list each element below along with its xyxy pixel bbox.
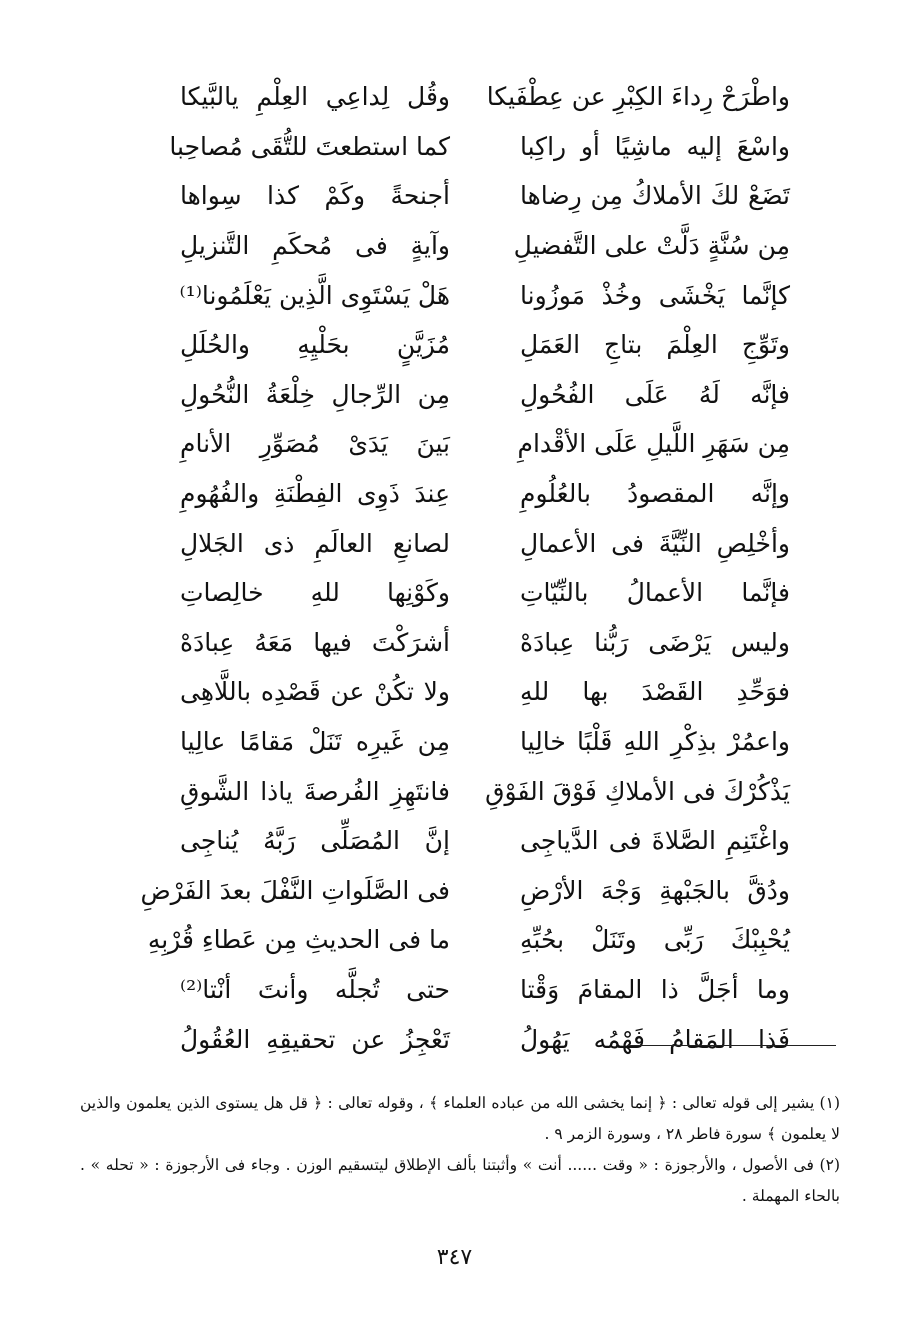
verse-first-hemistich: وليس يَرْضَى رَبُّنا عِبادَهْ [520,627,790,657]
verse-first-hemistich: تَضَعْ لكَ الأملاكُ مِن رِضاها [520,181,790,211]
verse-second-hemistich: إنَّ المُصَلِّى رَبَّهُ يُناجِى [180,826,450,856]
verse-second-hemistich: عِندَ ذَوِى الفِطْنَةِ والفُهُومِ [180,479,450,509]
verse-line [180,618,790,668]
verse-second-hemistich: كما استطعتَ للتُّقَى مُصاحِبا [169,131,450,161]
poem-body [140,72,790,1064]
verse-first-hemistich: وما أجَلَّ ذا المقامَ وَقْتا [520,974,790,1004]
verse-first-hemistich: فوَحِّدِ القَصْدَ بها للهِ [520,677,790,707]
verse-line [169,122,790,172]
verse-second-hemistich: مُزَيَّنٍ بحَلْيِهِ والحُلَلِ [180,330,450,360]
verse-second-hemistich: حتى تُجلَّه وأنتَ أنْتا⁽²⁾ [180,974,450,1004]
verse-first-hemistich: مِن سُنَّةٍ دَلَّتْ على التَّفضيلِ [513,231,790,261]
verse-second-hemistich: هَلْ يَسْتَوِى الَّذِين يَعْلَمُونا⁽¹⁾ [179,280,450,310]
verse-second-hemistich: ولا تكُنْ عن قَصْدِه باللَّاهِى [180,677,450,707]
verse-line [180,320,790,370]
verse-first-hemistich: كإنَّما يَخْشَى وخُذْ مَوزُونا [520,280,790,310]
verse-first-hemistich: واسْعَ إليه ماشِيًا أو راكِبا [520,131,790,161]
verse-line [180,270,790,320]
footnotes [80,1088,840,1212]
verse-second-hemistich: أشرَكْتَ فيها مَعَهُ عِبادَهْ [180,627,450,657]
verse-first-hemistich: فإنَّه لَهُ عَلَى الفُحُولِ [520,379,790,409]
footnote-2: (٢) فى الأصول ، والأرجوزة : « وقت ...... أنت » وأثبتنا بألف الإطلاق ليتسقيم الوزن . وجاء فى الأرجوزة : « تحله » . بالحاء المهملة . [80,1156,840,1205]
verse-line [180,72,790,122]
verse-line [147,915,790,965]
footnote-1: (١) يشير إلى قوله تعالى : ﴿ إنما يخشى الله من عباده العلماء ﴾ ، وقوله تعالى : ﴿ قل هل يستوى الذين يعلمون والذين لا يعلمون ﴾ سورة فاطر ٢٨ ، وسورة الزمر ٩ . [80,1094,840,1143]
verse-second-hemistich: مِن الرِّجالِ خِلْعَةُ النُّحُولِ [180,379,450,409]
verse-line [180,816,790,866]
verse-first-hemistich: واغْتَنِمِ الصَّلاةَ فى الدَّياجِى [520,826,790,856]
verse-second-hemistich: فى الصَّلَواتِ النَّفْلَ بعدَ الفَرْضِ [140,875,450,905]
verse-line [180,717,790,767]
verse-first-hemistich: وأخْلِصِ النِّيَّةَ فى الأعمالِ [520,528,790,558]
verse-first-hemistich: واعمُرْ بذِكْرِ اللهِ قَلْبًا خالِيا [520,727,790,757]
verse-second-hemistich: تَعْجِزُ عن تحقيقِهِ العُقُولُ [180,1024,450,1054]
verse-second-hemistich: لصانعِ العالَمِ ذى الجَلالِ [180,528,450,558]
verse-line [180,419,790,469]
verse-line [180,469,790,519]
verse-first-hemistich: يَذْكُرْكَ فى الأملاكِ فَوْقَ الفَوْقِ [485,776,790,806]
verse-first-hemistich: وإنَّه المقصودُ بالعُلُومِ [520,479,790,509]
verse-line [180,667,790,717]
verse-first-hemistich: ودُقَّ بالجَبْهةِ وَجْهَ الأرْضِ [520,875,790,905]
verse-second-hemistich: ما فى الحديثِ مِن عَطاءِ قُرْبِهِ [147,925,450,955]
verse-second-hemistich: وقُل لِداعِي العِلْمِ يالبَّيكا [180,82,450,112]
verse-line [180,221,790,271]
verse-line [140,866,790,916]
verse-first-hemistich: فإنَّما الأعمالُ بالنِّيّاتِ [520,578,790,608]
verse-first-hemistich: واطْرَحْ رِداءَ الكِبْرِ عن عِطْفَيكا [486,82,790,112]
verse-line [180,370,790,420]
verse-first-hemistich: يُحْبِبْكَ رَبِّى وتَنَلْ بحُبِّهِ [520,925,790,955]
verse-line [180,1014,790,1064]
verse-second-hemistich: فانتَهِزِ الفُرصةَ ياذا الشَّوقِ [180,776,450,806]
verse-line [180,965,790,1015]
verse-second-hemistich: وكَوْنِها للهِ خالِصاتِ [180,578,450,608]
verse-first-hemistich: فَذا المَقامُ فَهْمُه يَهُولُ [520,1024,790,1054]
verse-first-hemistich: مِن سَهَرِ اللَّيلِ عَلَى الأقْدامِ [517,429,790,459]
page-number: ٣٤٧ [436,1245,473,1270]
verse-second-hemistich: وآيةٍ فى مُحكَمِ التَّنزيلِ [180,231,450,261]
verse-line [180,518,790,568]
verse-line [180,171,790,221]
footnote-separator [628,1045,836,1046]
verse-second-hemistich: بَينَ يَدَىْ مُصَوِّرِ الأنامِ [180,429,450,459]
verse-line [180,568,790,618]
verse-second-hemistich: مِن غَيرِه تَنَلْ مَقامًا عالِيا [180,727,450,757]
verse-line [180,766,790,816]
verse-first-hemistich: وتَوِّجِ العِلْمَ بتاجِ العَمَلِ [520,330,790,360]
verse-second-hemistich: أجنحةً وكَمْ كذا سِواها [180,181,450,211]
